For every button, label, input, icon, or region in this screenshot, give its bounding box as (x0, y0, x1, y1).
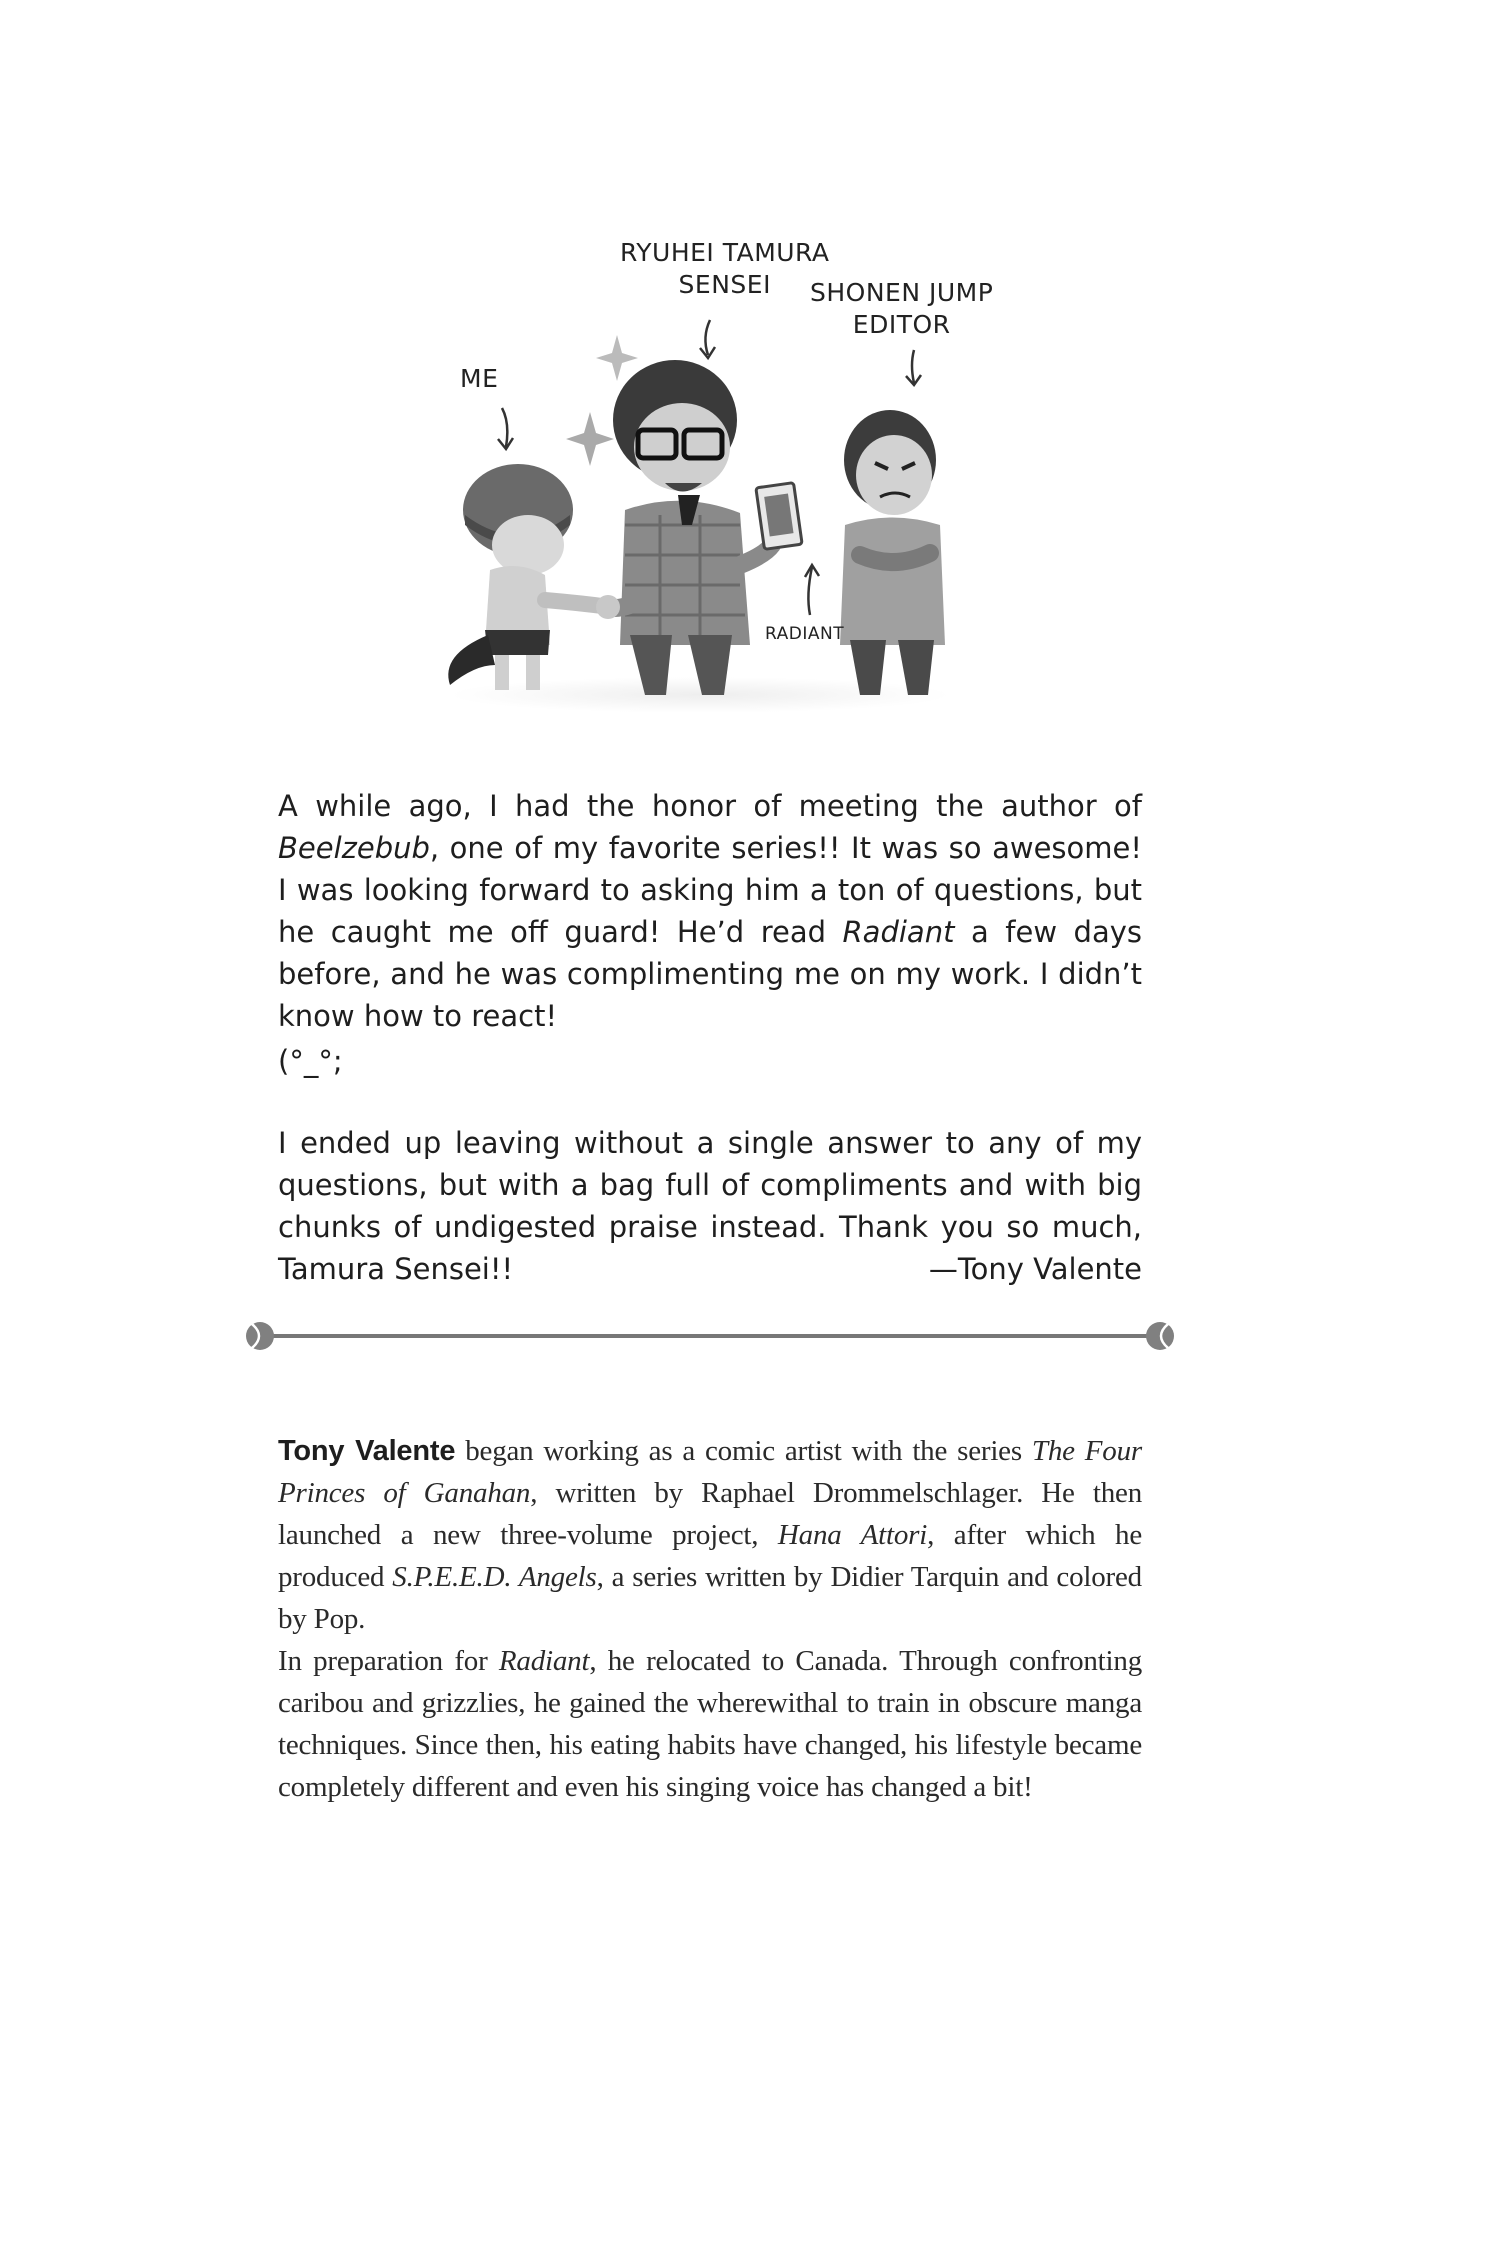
title-radiant: Radiant (842, 915, 955, 949)
title-speed-angels: S.P.E.E.D. Angels (392, 1561, 597, 1593)
note-paragraph-1 (278, 785, 1142, 1037)
signature: —Tony Valente (928, 1252, 1142, 1286)
bio-text: , he relocated to Canada. Through confronting caribou and grizzlies, he gained the wherewithal to train in obscure manga techniques. Since then, his eating habits have changed, his lifestyle became completely different and even his singing voice has changed a bit! (278, 1645, 1143, 1803)
section-divider (240, 1316, 1180, 1356)
bio-text: began working as a comic artist with the series (455, 1435, 1032, 1467)
label-editor: SHONEN JUMP EDITOR (810, 278, 994, 339)
label-me: ME (460, 364, 499, 393)
bio-paragraph-2 (278, 1640, 1142, 1808)
illustration (420, 225, 994, 725)
note-paragraph-2: I ended up leaving without a single answer to any of my questions, but with a bag full of compliments and with big chunks of undigested praise instead. Thank you so much, Tamura Sensei!! (278, 1126, 1142, 1286)
bio-text: In preparation for (278, 1645, 499, 1677)
title-radiant: Radiant (498, 1645, 590, 1677)
title-beelzebub: Beelzebub (278, 831, 430, 865)
bio-text: , after which he produced (278, 1519, 1143, 1593)
bio-text: , a series written by Didier Tarquin and colored by Pop. (278, 1561, 1142, 1635)
title-four-princes: The Four Princes of Ganahan (278, 1435, 1142, 1509)
label-book: RADIANT (765, 624, 845, 644)
author-name: Tony Valente (278, 1435, 456, 1467)
bio-text: , written by Raphael Drommelschlager. He then launched a new three-volume project, (278, 1477, 1142, 1551)
title-hana-attori: Hana Attori (777, 1519, 928, 1551)
note-text: , one of my favorite series!! It was so awesome! I was looking forward to asking him a ton of questions, but he caught me off guard! He’d read (278, 831, 1142, 949)
emoticon: (°_°; (278, 1044, 343, 1078)
label-author: RYUHEI TAMURA SENSEI (620, 238, 830, 299)
note-text: a few days before, and he was complimenting me on my work. I didn’t know how to react! (278, 915, 1143, 1033)
note-text: A while ago, I had the honor of meeting the author of (278, 789, 1142, 823)
bio-paragraph-1 (278, 1430, 1142, 1640)
